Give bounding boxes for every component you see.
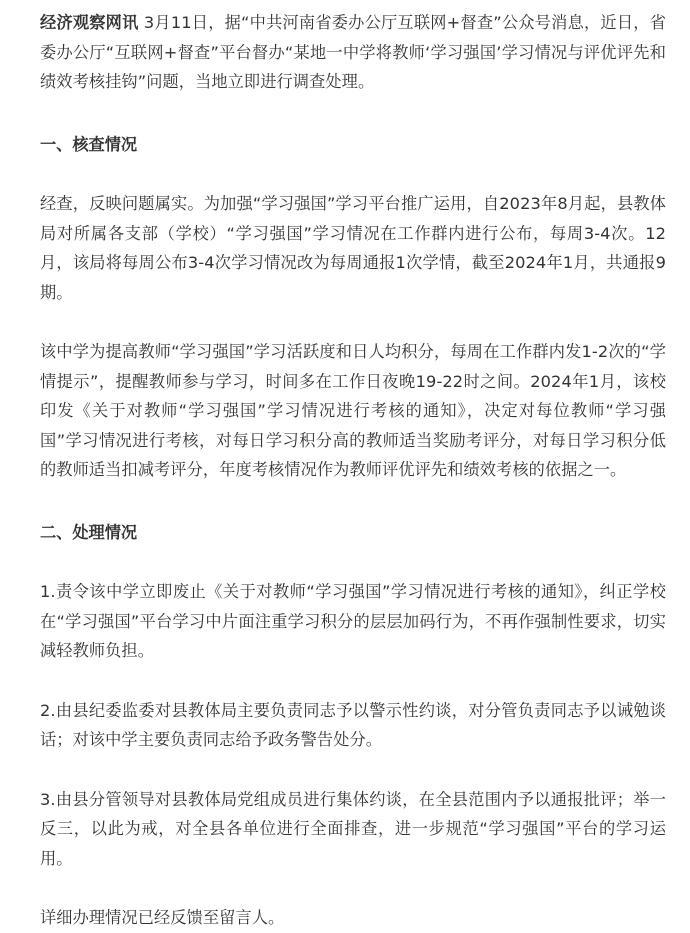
section-heading-handling: 二、处理情况 <box>40 522 138 542</box>
news-source: 经济观察网讯 <box>40 13 139 32</box>
section-heading-verification: 一、核查情况 <box>40 134 138 154</box>
closing-paragraph: 详细办理情况已经反馈至留言人。 <box>40 908 285 927</box>
handling-item-3: 3.由县分管领导对县教体局党组成员进行集体约谈，在全县范围内予以通报批评；举一反三，以此为戒，对全县各单位进行全面排查，进一步规范“学习强国”平台的学习运用。 <box>40 789 666 868</box>
spacer <box>40 873 666 903</box>
spacer <box>40 485 666 518</box>
handling-item-2: 2.由县纪委监委对县教体局主要负责同志予以警示性约谈，对分管负责同志予以诫勉谈话；对该中学主要负责同志给予政务警告处分。 <box>40 700 666 749</box>
spacer <box>40 97 666 130</box>
spacer <box>40 755 666 785</box>
spacer <box>40 666 666 696</box>
handling-item-1: 1.责令该中学立即废止《关于对教师“学习强国”学习情况进行考核的通知》，纠正学校在“学习强国”平台学习中片面注重学习积分的层层加码行为，不再作强制性要求，切实减轻教师负担。 <box>40 582 666 660</box>
verification-paragraph-1: 经查，反映问题属实。为加强“学习强国”学习平台推广运用，自2023年8月起，县教体局对所属各支部（学校）“学习强国”学习情况在工作群内进行公布，每周3-4次。12月，该局将每周公布3-4次学习情况改为每周通报1次学情，截至2024年1月，共通报9期。 <box>40 194 666 302</box>
lead-paragraph <box>40 8 666 97</box>
spacer <box>40 547 666 577</box>
verification-paragraph-2: 该中学为提高教师“学习强国”学习活跃度和日人均积分，每周在工作群内发1-2次的“学情提示”，提醒教师参与学习，时间多在工作日夜晚19-22时之间。2024年1月，该校印发《关于对教师“学习强国”学习情况进行考核的通知》，决定对每位教师“学习强国”学习情况进行考核，对每日学习积分高的教师适当奖励考评分，对每日学习积分低的教师适当扣减考评分，年度考核情况作为教师评优评先和绩效考核的依据之一。 <box>40 342 666 479</box>
lead-text: 3月11日，据“中共河南省委办公厅互联网+督查”公众号消息，近日，省委办公厅“互联网+督查”平台督办“某地一中学将教师‘学习强国’学习情况与评优评先和绩效考核挂钩”问题，当地立即进行调查处理。 <box>40 13 666 91</box>
spacer <box>40 159 666 189</box>
spacer <box>40 307 666 337</box>
